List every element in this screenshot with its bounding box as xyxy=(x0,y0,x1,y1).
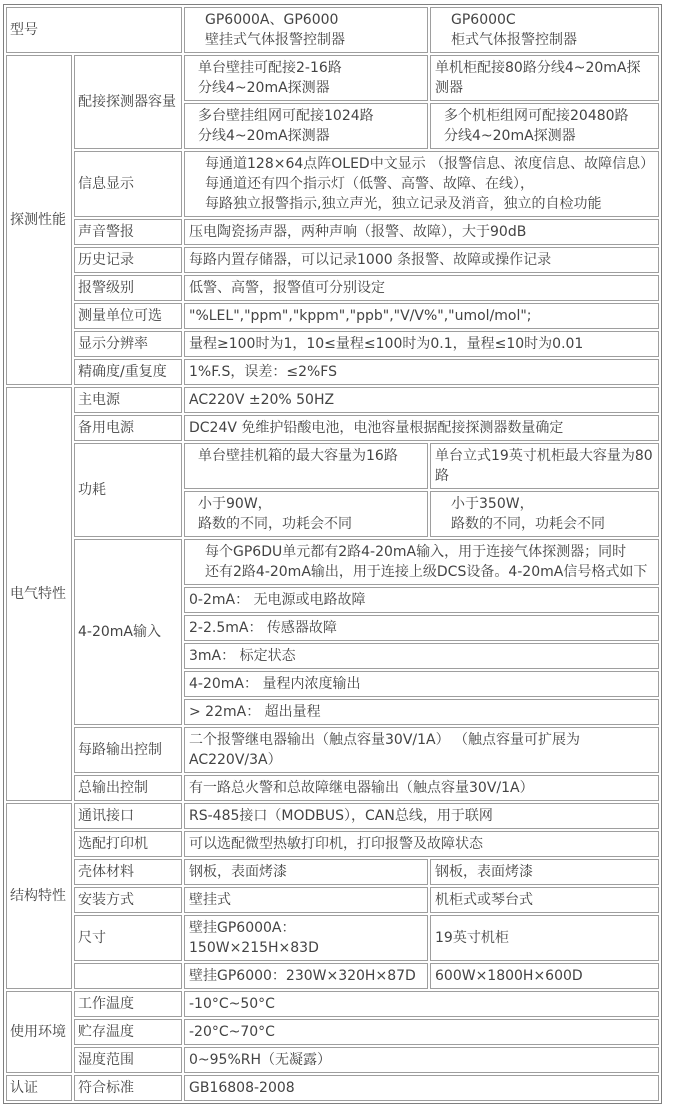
row-main-power-value: AC220V ±20% 50HZ xyxy=(184,387,659,413)
row-backup-power-label: 备用电源 xyxy=(74,415,182,441)
row-measure-units-value: "%LEL","ppm","kppm","ppb","V/V%","umol/mol"; xyxy=(184,303,659,329)
row-operating-temp-value: -10°C~50°C xyxy=(184,991,659,1017)
row-certification-label: 符合标准 xyxy=(74,1075,182,1101)
row-accuracy xyxy=(6,359,659,385)
row-alarm-level-value: 低警、高警，报警值可分别设定 xyxy=(184,275,659,301)
row-alarm-level-label: 报警级别 xyxy=(74,275,182,301)
row-dimensions-2 xyxy=(6,963,659,989)
row-model-value-a xyxy=(184,7,428,53)
row-power-capacity-value-a xyxy=(184,443,428,489)
row-power-consumption-value-b-line-0: 小于350W， xyxy=(451,496,534,512)
row-display-resolution-value: 量程≥100时为1，10≤量程≤100时为0.1，量程≤10时为0.01 xyxy=(184,331,659,357)
row-backup-power-value: DC24V 免维护铅酸电池，电池容量根据配接探测器数量确定 xyxy=(184,415,659,441)
row-audio-alarm-label: 声音警报 xyxy=(74,219,182,245)
row-enclosure-material-value-b: 钢板，表面烤漆 xyxy=(430,859,659,885)
row-per-channel-output-value: 二个报警继电器输出（触点容量30V/1A） （触点容量可扩展为AC220V/3A） xyxy=(184,727,659,773)
row-storage-temp-value: -20°C~70°C xyxy=(184,1019,659,1045)
row-info-display-value xyxy=(184,151,659,217)
row-mounting-type-value-a: 壁挂式 xyxy=(184,887,428,913)
row-420ma-signal-2-value: 2-2.5mA： 传感器故障 xyxy=(184,615,659,641)
row-storage-temp-label: 贮存温度 xyxy=(74,1019,182,1045)
row-420ma-intro-value xyxy=(184,539,659,585)
row-detector-capacity-2-value-a xyxy=(184,103,428,149)
row-model-label: 型号 xyxy=(6,7,182,53)
row-model-value-b-line-0: GP6000C xyxy=(451,12,516,28)
row-power-consumption-value-b xyxy=(430,491,659,537)
row-detector-capacity-1-category: 探测性能 xyxy=(6,55,72,385)
row-history-record-label: 历史记录 xyxy=(74,247,182,273)
row-comm-interface xyxy=(6,803,659,829)
row-humidity-range xyxy=(6,1047,659,1073)
row-power-consumption-value-a-line-0: 小于90W， xyxy=(198,496,272,512)
row-420ma-signal-4-value: 4-20mA： 量程内浓度输出 xyxy=(184,671,659,697)
row-operating-temp-category: 使用环境 xyxy=(6,991,72,1073)
row-certification xyxy=(6,1075,659,1101)
row-dimensions-1-value-b: 19英寸机柜 xyxy=(430,915,659,961)
row-model-value-b xyxy=(430,7,659,53)
row-measure-units-label: 测量单位可选 xyxy=(74,303,182,329)
row-history-record-value: 每路内置存储器，可以记录1000 条报警、故障或操作记录 xyxy=(184,247,659,273)
row-enclosure-material-label: 壳体材料 xyxy=(74,859,182,885)
row-detector-capacity-1-label: 配接探测器容量 xyxy=(74,55,182,149)
row-info-display xyxy=(6,151,659,217)
row-power-consumption-value-a xyxy=(184,491,428,537)
row-comm-interface-value: RS-485接口（MODBUS），CAN总线，用于联网 xyxy=(184,803,659,829)
row-420ma-intro-label: 4-20mA输入 xyxy=(74,539,182,725)
row-power-capacity-value-b: 单台立式19英寸机柜最大容量为80路 xyxy=(430,443,659,489)
row-power-capacity-label: 功耗 xyxy=(74,443,182,537)
row-power-capacity xyxy=(6,443,659,489)
row-certification-category: 认证 xyxy=(6,1075,72,1101)
row-total-output xyxy=(6,775,659,801)
row-history-record xyxy=(6,247,659,273)
row-power-consumption-value-b-line-1: 路数的不同，功耗会不同 xyxy=(451,516,605,532)
row-optional-printer-value: 可以选配微型热敏打印机，打印报警及故障状态 xyxy=(184,831,659,857)
row-display-resolution xyxy=(6,331,659,357)
row-detector-capacity-1-value-a-line-1: 分线4~20mA探测器 xyxy=(198,80,330,96)
row-power-consumption-value-a-line-1: 路数的不同，功耗会不同 xyxy=(198,516,352,532)
row-enclosure-material xyxy=(6,859,659,885)
row-dimensions-2-value-b: 600W×1800H×600D xyxy=(430,963,659,989)
row-dimensions-1-value-a: 壁挂GP6000A：150W×215H×83D xyxy=(184,915,428,961)
row-humidity-range-label: 湿度范围 xyxy=(74,1047,182,1073)
row-per-channel-output-label: 每路输出控制 xyxy=(74,727,182,773)
row-power-capacity-value-a-line-0: 单台壁挂机箱的最大容量为16路 xyxy=(198,448,398,464)
row-alarm-level xyxy=(6,275,659,301)
row-420ma-intro xyxy=(6,539,659,585)
row-main-power-label: 主电源 xyxy=(74,387,182,413)
row-dimensions-2-label-empty xyxy=(74,963,182,989)
row-main-power xyxy=(6,387,659,413)
row-dimensions-2-value-a: 壁挂GP6000：230W×320H×87D xyxy=(184,963,428,989)
row-comm-interface-label: 通讯接口 xyxy=(74,803,182,829)
row-detector-capacity-1-value-a-line-0: 单台壁挂可配接2-16路 xyxy=(198,60,342,76)
row-audio-alarm xyxy=(6,219,659,245)
row-enclosure-material-value-a: 钢板，表面烤漆 xyxy=(184,859,428,885)
row-certification-value: GB16808-2008 xyxy=(184,1075,659,1101)
row-power-capacity-value-a-line-1 xyxy=(198,466,423,486)
row-420ma-signal-1-value: 0-2mA： 无电源或电路故障 xyxy=(184,587,659,613)
row-total-output-value: 有一路总火警和总故障继电器输出（触点容量30V/1A） xyxy=(184,775,659,801)
row-info-display-label: 信息显示 xyxy=(74,151,182,217)
row-comm-interface-category: 结构特性 xyxy=(6,803,72,989)
row-mounting-type-label: 安装方式 xyxy=(74,887,182,913)
row-backup-power xyxy=(6,415,659,441)
row-dimensions-1-label: 尺寸 xyxy=(74,915,182,961)
row-detector-capacity-2-value-b-line-1: 分线4~20mA探测器 xyxy=(444,128,576,144)
row-info-display-value-line-2: 每路独立报警指示,独立声光，独立记录及消音，独立的自检功能 xyxy=(205,196,602,212)
row-operating-temp xyxy=(6,991,659,1017)
row-model-value-b-line-1: 柜式气体报警控制器 xyxy=(451,32,577,48)
row-optional-printer xyxy=(6,831,659,857)
row-model xyxy=(6,7,659,53)
row-model-value-a-line-1: 壁挂式气体报警控制器 xyxy=(205,32,345,48)
row-detector-capacity-2-value-a-line-0: 多台壁挂组网可配接1024路 xyxy=(198,108,374,124)
row-display-resolution-label: 显示分辨率 xyxy=(74,331,182,357)
row-420ma-signal-3-value: 3mA： 标定状态 xyxy=(184,643,659,669)
row-operating-temp-label: 工作温度 xyxy=(74,991,182,1017)
row-measure-units xyxy=(6,303,659,329)
row-mounting-type-value-b: 机柜式或琴台式 xyxy=(430,887,659,913)
row-accuracy-label: 精确度/重复度 xyxy=(74,359,182,385)
spec-table xyxy=(3,4,662,1104)
row-per-channel-output xyxy=(6,727,659,773)
row-total-output-label: 总输出控制 xyxy=(74,775,182,801)
row-dimensions-1 xyxy=(6,915,659,961)
row-420ma-intro-value-line-0: 每个GP6DU单元都有2路4-20mA输入，用于连接气体探测器；同时 xyxy=(205,544,627,560)
row-detector-capacity-1 xyxy=(6,55,659,101)
row-mounting-type xyxy=(6,887,659,913)
row-humidity-range-value: 0~95%RH（无凝露） xyxy=(184,1047,659,1073)
row-audio-alarm-value: 压电陶瓷扬声器，两种声响（报警、故障），大于90dB xyxy=(184,219,659,245)
row-accuracy-value: 1%F.S，误差：≤2%FS xyxy=(184,359,659,385)
row-model-value-a-line-0: GP6000A、GP6000 xyxy=(205,12,339,28)
row-optional-printer-label: 选配打印机 xyxy=(74,831,182,857)
row-420ma-intro-value-line-1: 还有2路4-20mA输出，用于连接上级DCS设备。4-20mA信号格式如下 xyxy=(205,564,648,580)
row-detector-capacity-1-value-b: 单机柜配接80路分线4~20mA探测器 xyxy=(430,55,659,101)
row-storage-temp xyxy=(6,1019,659,1045)
row-detector-capacity-1-value-a xyxy=(184,55,428,101)
row-info-display-value-line-0: 每通道128×64点阵OLED中文显示 （报警信息、浓度信息、故障信息） xyxy=(205,156,655,172)
row-detector-capacity-2-value-b-line-0: 多个机柜组网可配接20480路 xyxy=(444,108,629,124)
row-detector-capacity-2-value-b xyxy=(430,103,659,149)
row-main-power-category: 电气特性 xyxy=(6,387,72,801)
row-detector-capacity-2-value-a-line-1: 分线4~20mA探测器 xyxy=(198,128,330,144)
row-420ma-signal-5-value: > 22mA： 超出量程 xyxy=(184,699,659,725)
row-info-display-value-line-1: 每通道还有四个指示灯（低警、高警、故障、在线）， xyxy=(205,176,534,192)
spec-table-body xyxy=(6,7,659,1101)
